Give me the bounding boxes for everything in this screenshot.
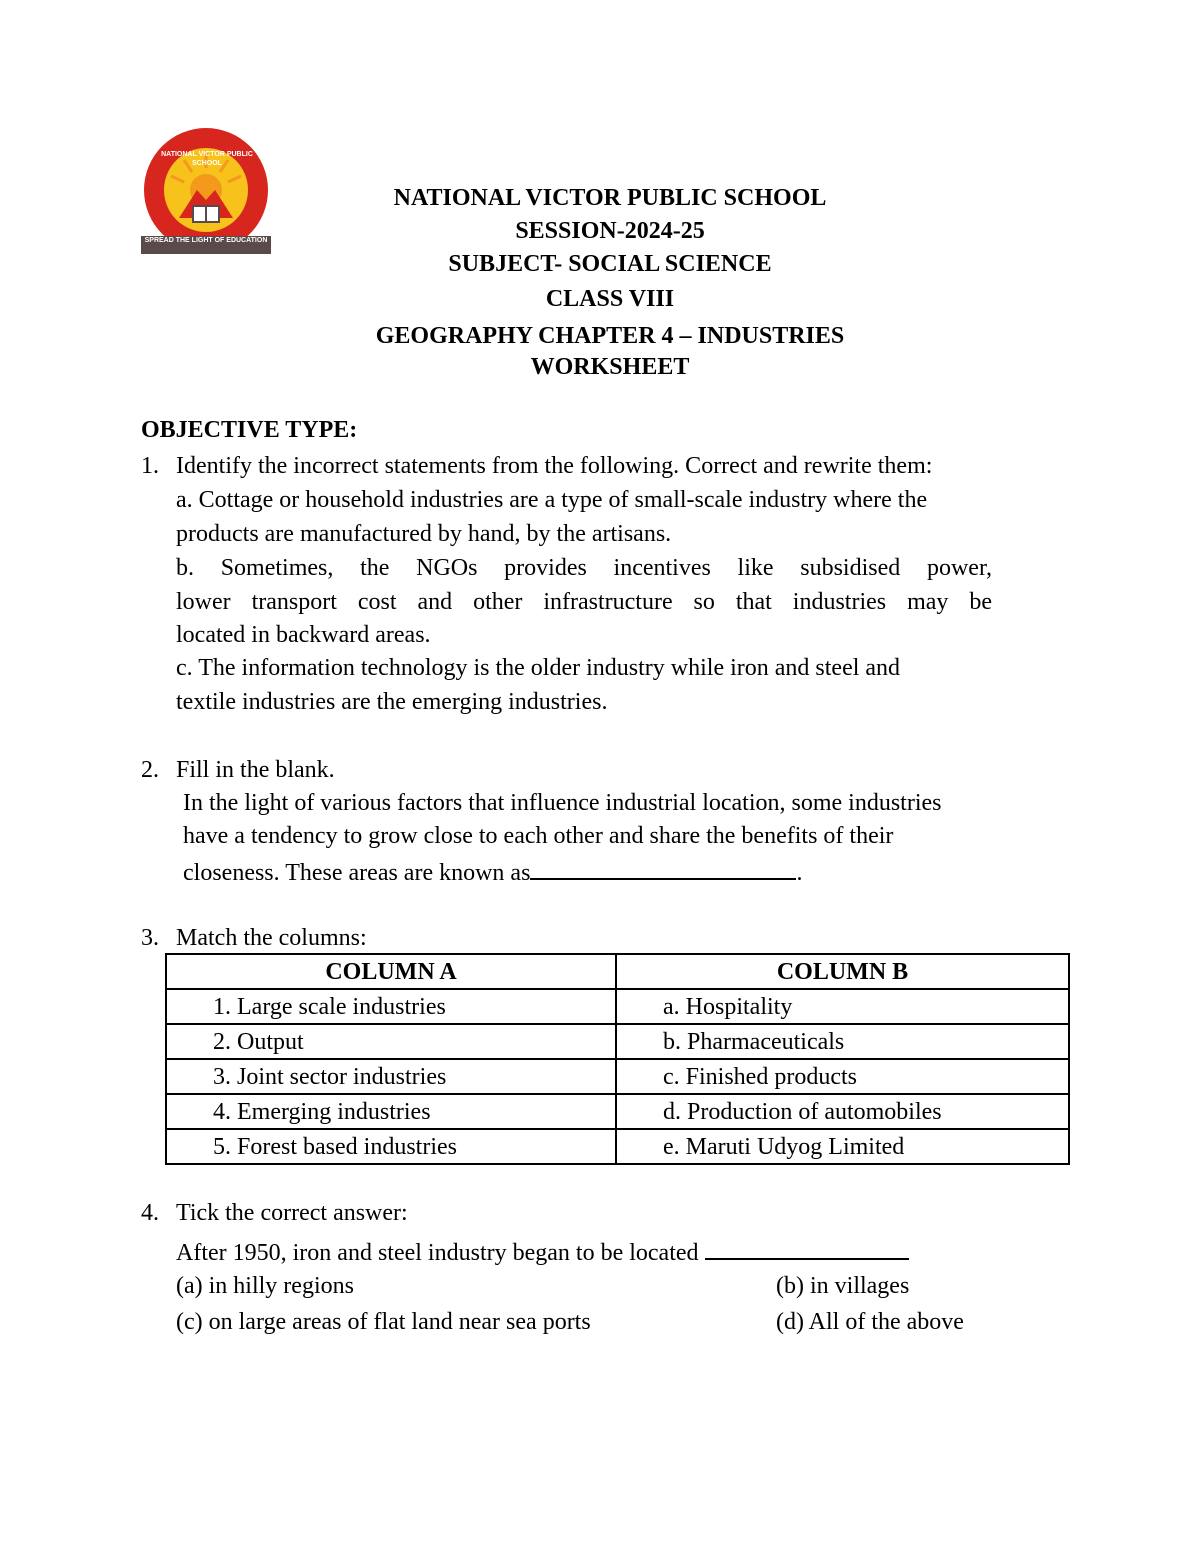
column-a-cell: 5. Forest based industries	[166, 1129, 616, 1164]
match-table	[165, 953, 1070, 1165]
table-header-row	[166, 954, 1069, 989]
q1-b-line2: lower transport cost and other infrastructure so that industries may be	[176, 589, 992, 615]
column-b-cell: d. Production of automobiles	[616, 1094, 1069, 1129]
q1-a-line2: products are manufactured by hand, by the artisans.	[176, 521, 672, 547]
q2-line3-end: .	[796, 860, 803, 886]
column-b-cell: c. Finished products	[616, 1059, 1069, 1094]
column-a-header: COLUMN A	[166, 954, 616, 989]
column-b-cell: e. Maruti Udyog Limited	[616, 1129, 1069, 1164]
session: SESSION-2024-25	[515, 218, 705, 244]
column-a-cell: 1. Large scale industries	[166, 989, 616, 1024]
q1-c-line1: c. The information technology is the older industry while iron and steel and	[176, 655, 901, 681]
q2-number: 2.	[141, 757, 159, 783]
q2-line3	[183, 856, 802, 887]
option-c[interactable]: (c) on large areas of flat land near sea ports	[176, 1309, 591, 1335]
answer-blank[interactable]	[705, 1236, 909, 1260]
logo-tagline: SPREAD THE LIGHT OF EDUCATION	[144, 237, 268, 244]
q1-b-line3: located in backward areas.	[176, 622, 431, 648]
worksheet-label: WORKSHEET	[530, 354, 690, 380]
q3-number: 3.	[141, 925, 159, 951]
fill-in-blank[interactable]	[530, 856, 796, 880]
table-row	[166, 989, 1069, 1024]
q4-question-text: After 1950, iron and steel industry began to be located	[176, 1240, 699, 1266]
option-a[interactable]: (a) in hilly regions	[176, 1273, 354, 1299]
q2-prompt: Fill in the blank.	[176, 757, 335, 783]
q2-line3-text: closeness. These areas are known as	[183, 860, 531, 886]
q3-prompt: Match the columns:	[176, 925, 367, 951]
column-b-cell: a. Hospitality	[616, 989, 1069, 1024]
column-a-cell: 3. Joint sector industries	[166, 1059, 616, 1094]
q4-prompt: Tick the correct answer:	[176, 1200, 408, 1226]
q1-c-line2: textile industries are the emerging industries.	[176, 689, 608, 715]
logo-name-text: NATIONAL VICTOR PUBLIC SCHOOL	[161, 151, 253, 167]
section-title: OBJECTIVE TYPE:	[141, 417, 358, 443]
table-row	[166, 1094, 1069, 1129]
column-a-cell: 4. Emerging industries	[166, 1094, 616, 1129]
chapter-title: GEOGRAPHY CHAPTER 4 – INDUSTRIES	[375, 323, 845, 349]
q4-number: 4.	[141, 1200, 159, 1226]
subject: SUBJECT- SOCIAL SCIENCE	[448, 251, 772, 277]
q1-number: 1.	[141, 453, 159, 479]
q2-line1: In the light of various factors that influence industrial location, some industries	[183, 790, 942, 816]
class-label: CLASS VIII	[545, 286, 675, 312]
table-row	[166, 1129, 1069, 1164]
option-b[interactable]: (b) in villages	[776, 1273, 910, 1299]
q1-a-line1: a. Cottage or household industries are a type of small-scale industry where the	[176, 487, 928, 513]
table-row	[166, 1024, 1069, 1059]
column-b-cell: b. Pharmaceuticals	[616, 1024, 1069, 1059]
column-a-cell: 2. Output	[166, 1024, 616, 1059]
table-row	[166, 1059, 1069, 1094]
q4-question	[176, 1236, 909, 1267]
q1-prompt: Identify the incorrect statements from the following. Correct and rewrite them:	[176, 453, 933, 479]
column-b-header: COLUMN B	[616, 954, 1069, 989]
q1-b-line1: b. Sometimes, the NGOs provides incentives like subsidised power,	[176, 555, 992, 581]
option-d[interactable]: (d) All of the above	[776, 1309, 964, 1335]
q2-line2: have a tendency to grow close to each other and share the benefits of their	[183, 823, 894, 849]
school-name: NATIONAL VICTOR PUBLIC SCHOOL	[393, 185, 827, 211]
